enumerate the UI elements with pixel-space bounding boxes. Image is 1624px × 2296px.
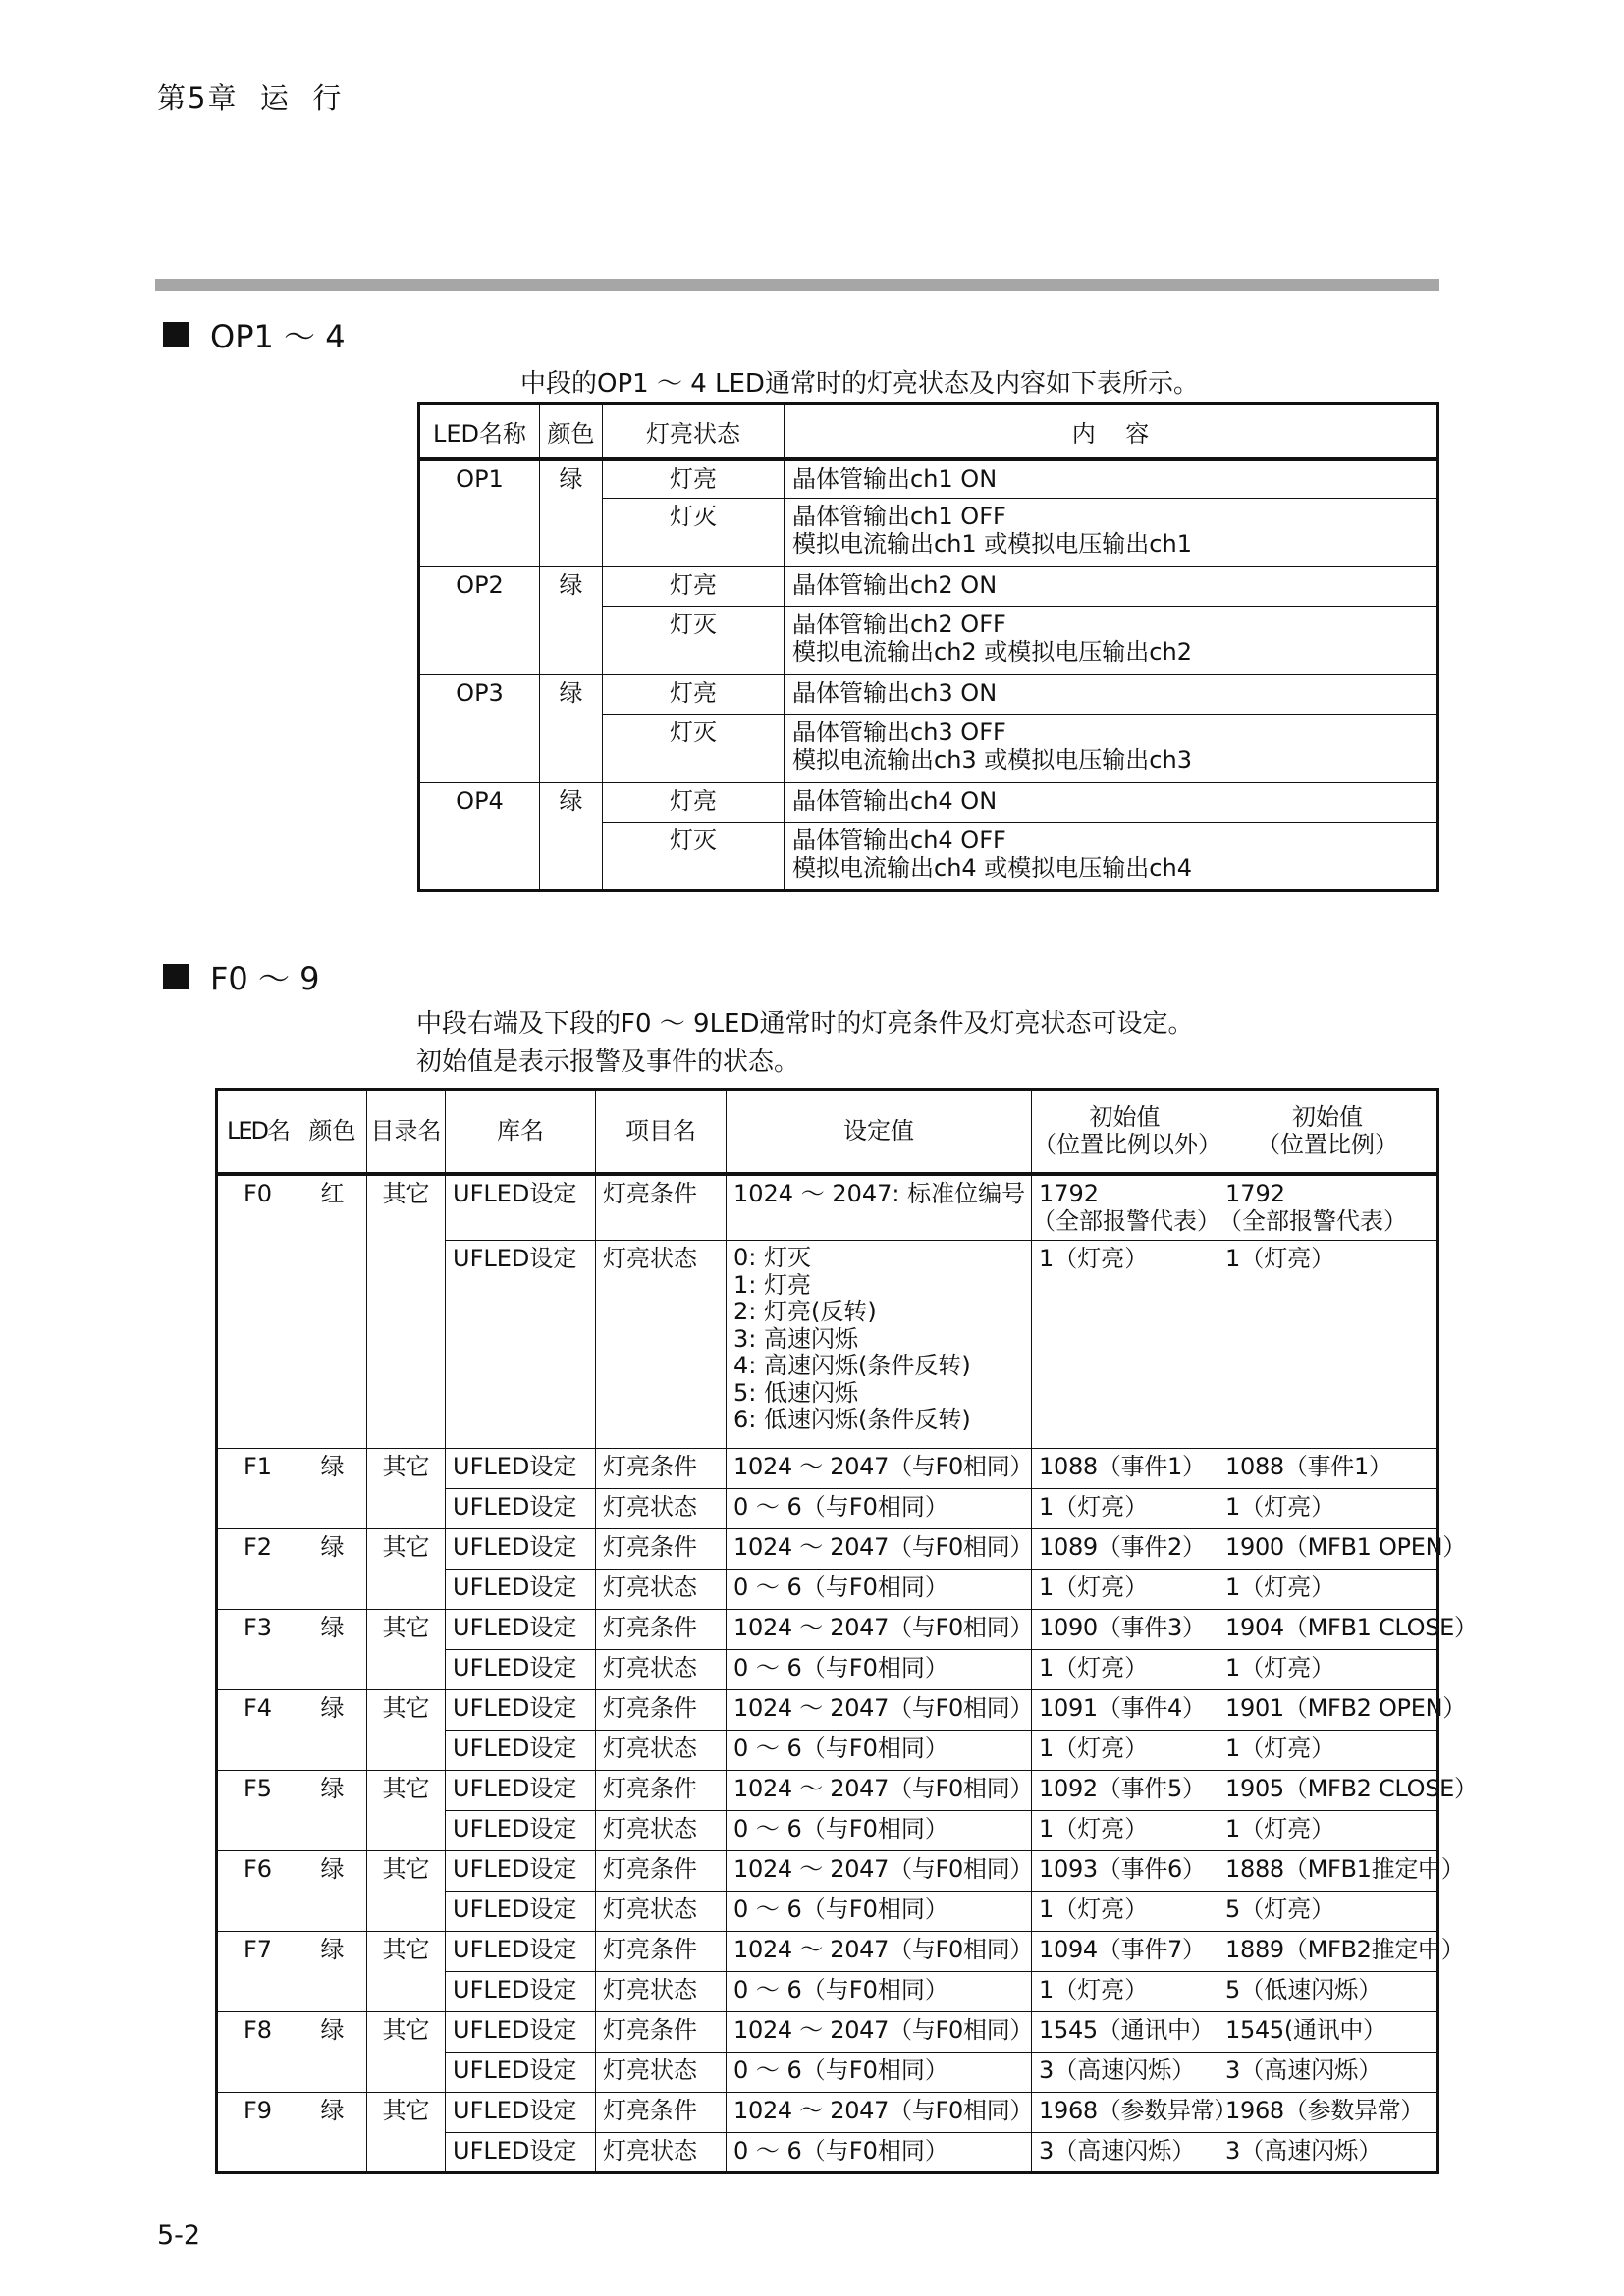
table-row [217, 1771, 1438, 1811]
init2-cell: 1545(通讯中） [1218, 2012, 1438, 2053]
state-cell: 灯灭 [603, 715, 785, 783]
content-line: 晶体管输出ch3 OFF [792, 719, 1006, 746]
color-cell: 绿 [540, 675, 603, 783]
col-header-color: 颜色 [298, 1090, 367, 1174]
item-cell: 灯亮状态 [596, 1650, 727, 1690]
init1-cell: 1（灯亮） [1032, 1489, 1218, 1529]
init2-cell [1218, 1174, 1438, 1241]
state-cell: 灯亮 [603, 783, 785, 823]
item-cell: 灯亮状态 [596, 1892, 727, 1932]
init2-value: 1792 [1225, 1179, 1286, 1207]
col-header-init2-line1: 初始值 [1292, 1103, 1363, 1132]
color-cell: 绿 [298, 1851, 367, 1932]
setting-option: 2: 灯亮(反转) [733, 1298, 877, 1325]
init1-cell: 1094（事件7） [1032, 1932, 1218, 1972]
setting-cell: 0 ～ 6（与F0相同） [727, 1731, 1032, 1771]
bank-cell: UFLED设定 [446, 2053, 596, 2093]
setting-cell: 1024 ～ 2047: 标准位编号 [727, 1174, 1032, 1241]
category-cell: 其它 [367, 1932, 446, 2012]
category-cell: 其它 [367, 1610, 446, 1690]
f-intro-line1: 中段右端及下段的F0 ～ 9LED通常时的灯亮条件及灯亮状态可设定。 [416, 1009, 1194, 1039]
col-header-led-name: LED名称 [419, 404, 540, 459]
col-header-content: 内 容 [785, 404, 1438, 459]
bank-cell: UFLED设定 [446, 1650, 596, 1690]
item-cell: 灯亮状态 [596, 1570, 727, 1610]
item-cell: 灯亮条件 [596, 1690, 727, 1731]
table-row [419, 567, 1438, 607]
setting-cell: 0 ～ 6（与F0相同） [727, 2053, 1032, 2093]
bank-cell: UFLED设定 [446, 1932, 596, 1972]
color-cell: 绿 [298, 1932, 367, 2012]
section-divider [155, 279, 1439, 291]
color-cell: 绿 [540, 783, 603, 891]
state-cell: 灯亮 [603, 567, 785, 607]
item-cell: 灯亮状态 [596, 1489, 727, 1529]
init2-cell: 1905（MFB2 CLOSE） [1218, 1771, 1438, 1811]
color-cell: 红 [298, 1174, 367, 1449]
content-line: 晶体管输出ch2 OFF [792, 611, 1006, 638]
state-cell: 灯亮 [603, 459, 785, 499]
section-title-op [163, 312, 346, 357]
f-intro-line2: 初始值是表示报警及事件的状态。 [416, 1047, 800, 1077]
content-cell: 晶体管输出ch2 ON [785, 567, 1438, 607]
bank-cell: UFLED设定 [446, 1731, 596, 1771]
init2-cell: 1904（MFB1 CLOSE） [1218, 1610, 1438, 1650]
color-cell: 绿 [298, 1771, 367, 1851]
setting-cell: 0 ～ 6（与F0相同） [727, 1811, 1032, 1851]
table-row [217, 2012, 1438, 2053]
init1-cell: 3（高速闪烁） [1032, 2053, 1218, 2093]
init2-cell: 1（灯亮） [1218, 1731, 1438, 1771]
init1-cell: 1（灯亮） [1032, 1650, 1218, 1690]
bank-cell: UFLED设定 [446, 1811, 596, 1851]
item-cell: 灯亮条件 [596, 1174, 727, 1241]
table-header-row [419, 404, 1438, 459]
item-cell: 灯亮条件 [596, 1851, 727, 1892]
init1-cell: 1968（参数异常） [1032, 2093, 1218, 2133]
category-cell: 其它 [367, 2012, 446, 2093]
item-cell: 灯亮条件 [596, 2093, 727, 2133]
setting-option: 4: 高速闪烁(条件反转) [733, 1352, 971, 1379]
init1-cell [1032, 1174, 1218, 1241]
init1-note: （全部报警代表） [1032, 1206, 1220, 1235]
setting-cell: 1024 ～ 2047（与F0相同） [727, 2093, 1032, 2133]
led-cell: F1 [217, 1449, 298, 1529]
init2-cell: 1（灯亮） [1218, 1241, 1438, 1449]
bank-cell: UFLED设定 [446, 1851, 596, 1892]
setting-options-list [727, 1241, 1032, 1449]
table-row [419, 675, 1438, 715]
table-row [217, 1932, 1438, 1972]
col-header-init1-line2: （位置比例以外） [1033, 1131, 1221, 1159]
setting-cell: 1024 ～ 2047（与F0相同） [727, 1932, 1032, 1972]
setting-cell: 0 ～ 6（与F0相同） [727, 2133, 1032, 2173]
square-bullet-icon [163, 964, 189, 989]
led-cell: F5 [217, 1771, 298, 1851]
table-row [217, 1610, 1438, 1650]
bank-cell: UFLED设定 [446, 2133, 596, 2173]
setting-cell: 1024 ～ 2047（与F0相同） [727, 1610, 1032, 1650]
bank-cell: UFLED设定 [446, 1771, 596, 1811]
init2-note: （全部报警代表） [1218, 1206, 1407, 1235]
content-line: 模拟电流输出ch1 或模拟电压输出ch1 [792, 530, 1192, 558]
init2-cell: 1889（MFB2推定中） [1218, 1932, 1438, 1972]
op-intro-text: 中段的OP1 ～ 4 LED通常时的灯亮状态及内容如下表所示。 [520, 369, 1199, 399]
f-led-table [215, 1088, 1478, 2174]
init1-cell: 3（高速闪烁） [1032, 2133, 1218, 2173]
content-cell [785, 607, 1438, 675]
category-cell: 其它 [367, 2093, 446, 2173]
item-cell: 灯亮条件 [596, 1932, 727, 1972]
bank-cell: UFLED设定 [446, 1570, 596, 1610]
state-cell: 灯亮 [603, 675, 785, 715]
led-name-cell: OP3 [419, 675, 540, 783]
content-line: 晶体管输出ch4 OFF [792, 827, 1006, 854]
init1-cell: 1092（事件5） [1032, 1771, 1218, 1811]
led-cell: F6 [217, 1851, 298, 1932]
state-cell: 灯灭 [603, 499, 785, 567]
col-header-state: 灯亮状态 [603, 404, 785, 459]
col-header-color: 颜色 [540, 404, 603, 459]
init2-cell: 3（高速闪烁） [1218, 2133, 1438, 2173]
setting-cell: 1024 ～ 2047（与F0相同） [727, 1449, 1032, 1489]
setting-cell: 0 ～ 6（与F0相同） [727, 1489, 1032, 1529]
col-header-init2 [1218, 1090, 1438, 1174]
init1-cell: 1（灯亮） [1032, 1570, 1218, 1610]
init1-cell: 1088（事件1） [1032, 1449, 1218, 1489]
init1-cell: 1（灯亮） [1032, 1731, 1218, 1771]
page-number: 5-2 [157, 2220, 201, 2251]
col-header-setting: 设定值 [727, 1090, 1032, 1174]
table-row [217, 1449, 1438, 1489]
setting-cell: 1024 ～ 2047（与F0相同） [727, 1851, 1032, 1892]
bank-cell: UFLED设定 [446, 1174, 596, 1241]
category-cell: 其它 [367, 1851, 446, 1932]
item-cell: 灯亮状态 [596, 2133, 727, 2173]
init1-cell: 1（灯亮） [1032, 1811, 1218, 1851]
init1-cell: 1090（事件3） [1032, 1610, 1218, 1650]
content-cell [785, 823, 1438, 891]
content-line: 模拟电流输出ch4 或模拟电压输出ch4 [792, 854, 1192, 881]
init1-cell: 1093（事件6） [1032, 1851, 1218, 1892]
init1-cell: 1089（事件2） [1032, 1529, 1218, 1570]
setting-cell: 1024 ～ 2047（与F0相同） [727, 2012, 1032, 2053]
init2-cell: 1（灯亮） [1218, 1650, 1438, 1690]
init1-cell: 1（灯亮） [1032, 1241, 1218, 1449]
init2-cell: 1968（参数异常） [1218, 2093, 1438, 2133]
category-cell: 其它 [367, 1771, 446, 1851]
color-cell: 绿 [298, 2093, 367, 2173]
table-row [217, 1174, 1438, 1241]
led-cell: F7 [217, 1932, 298, 2012]
setting-option: 3: 高速闪烁 [733, 1324, 858, 1353]
content-cell [785, 715, 1438, 783]
led-name-cell: OP4 [419, 783, 540, 891]
table-row [419, 459, 1438, 499]
bank-cell: UFLED设定 [446, 1489, 596, 1529]
table-row [217, 1690, 1438, 1731]
col-header-category: 目录名 [367, 1090, 446, 1174]
col-header-init2-line2: （位置比例） [1257, 1131, 1398, 1159]
setting-cell: 0 ～ 6（与F0相同） [727, 1892, 1032, 1932]
col-header-item: 项目名 [596, 1090, 727, 1174]
state-cell: 灯灭 [603, 823, 785, 891]
setting-cell: 1024 ～ 2047（与F0相同） [727, 1771, 1032, 1811]
category-cell: 其它 [367, 1529, 446, 1610]
setting-option: 1: 灯亮 [733, 1270, 811, 1299]
bank-cell: UFLED设定 [446, 1610, 596, 1650]
content-line: 模拟电流输出ch3 或模拟电压输出ch3 [792, 746, 1192, 774]
item-cell: 灯亮条件 [596, 1529, 727, 1570]
op-led-table [417, 402, 1439, 892]
content-line: 晶体管输出ch1 OFF [792, 503, 1006, 530]
led-cell: F9 [217, 2093, 298, 2173]
col-header-init1-line1: 初始值 [1089, 1103, 1161, 1132]
square-bullet-icon [163, 322, 189, 347]
init2-cell: 1（灯亮） [1218, 1489, 1438, 1529]
category-cell: 其它 [367, 1690, 446, 1771]
content-line: 模拟电流输出ch2 或模拟电压输出ch2 [792, 638, 1192, 666]
init1-cell: 1（灯亮） [1032, 1892, 1218, 1932]
item-cell: 灯亮状态 [596, 1731, 727, 1771]
state-cell: 灯灭 [603, 607, 785, 675]
color-cell: 绿 [540, 567, 603, 675]
led-cell: F2 [217, 1529, 298, 1610]
item-cell: 灯亮状态 [596, 1972, 727, 2012]
setting-option: 6: 低速闪烁(条件反转) [733, 1406, 971, 1433]
init1-value: 1792 [1039, 1179, 1100, 1207]
init2-cell: 3（高速闪烁） [1218, 2053, 1438, 2093]
led-cell: F3 [217, 1610, 298, 1690]
content-cell: 晶体管输出ch4 ON [785, 783, 1438, 823]
color-cell: 绿 [298, 1529, 367, 1610]
color-cell: 绿 [298, 1690, 367, 1771]
category-cell: 其它 [367, 1174, 446, 1449]
table-row [419, 783, 1438, 823]
section-title-f [163, 954, 319, 999]
table-row [217, 1851, 1438, 1892]
led-cell: F4 [217, 1690, 298, 1771]
table-header-row [217, 1090, 1438, 1174]
led-name-cell: OP2 [419, 567, 540, 675]
init1-cell: 1（灯亮） [1032, 1972, 1218, 2012]
init2-cell: 1088（事件1） [1218, 1449, 1438, 1489]
init2-cell: 1900（MFB1 OPEN） [1218, 1529, 1438, 1570]
section-title-op-text: OP1 ～ 4 [210, 318, 346, 355]
init2-cell: 5（低速闪烁） [1218, 1972, 1438, 2012]
bank-cell: UFLED设定 [446, 1529, 596, 1570]
col-header-init1 [1032, 1090, 1221, 1174]
content-cell: 晶体管输出ch3 ON [785, 675, 1438, 715]
col-header-led: LED名 [217, 1090, 298, 1174]
category-cell: 其它 [367, 1449, 446, 1529]
bank-cell: UFLED设定 [446, 1690, 596, 1731]
content-cell: 晶体管输出ch1 ON [785, 459, 1438, 499]
led-name-cell: OP1 [419, 459, 540, 567]
color-cell: 绿 [540, 459, 603, 567]
bank-cell: UFLED设定 [446, 1892, 596, 1932]
bank-cell: UFLED设定 [446, 2093, 596, 2133]
init2-cell: 1（灯亮） [1218, 1811, 1438, 1851]
init2-cell: 1（灯亮） [1218, 1570, 1438, 1610]
item-cell: 灯亮条件 [596, 1449, 727, 1489]
init1-cell: 1091（事件4） [1032, 1690, 1218, 1731]
init2-cell: 1888（MFB1推定中） [1218, 1851, 1438, 1892]
bank-cell: UFLED设定 [446, 1241, 596, 1449]
setting-cell: 0 ～ 6（与F0相同） [727, 1650, 1032, 1690]
led-cell: F8 [217, 2012, 298, 2093]
setting-option: 5: 低速闪烁 [733, 1378, 858, 1407]
item-cell: 灯亮条件 [596, 2012, 727, 2053]
setting-cell: 0 ～ 6（与F0相同） [727, 1570, 1032, 1610]
item-cell: 灯亮状态 [596, 1811, 727, 1851]
col-header-bank: 库名 [446, 1090, 596, 1174]
bank-cell: UFLED设定 [446, 1449, 596, 1489]
setting-cell: 0 ～ 6（与F0相同） [727, 1972, 1032, 2012]
table-row [217, 1529, 1438, 1570]
item-cell: 灯亮状态 [596, 2053, 727, 2093]
table-row [217, 2093, 1438, 2133]
content-cell [785, 499, 1438, 567]
bank-cell: UFLED设定 [446, 2012, 596, 2053]
item-cell: 灯亮状态 [596, 1241, 727, 1449]
item-cell: 灯亮条件 [596, 1771, 727, 1811]
init2-cell: 1901（MFB2 OPEN） [1218, 1690, 1438, 1731]
section-title-f-text: F0 ～ 9 [210, 960, 320, 997]
chapter-heading: 第5章 运 行 [157, 81, 344, 115]
led-cell: F0 [217, 1174, 298, 1449]
setting-cell: 1024 ～ 2047（与F0相同） [727, 1690, 1032, 1731]
item-cell: 灯亮条件 [596, 1610, 727, 1650]
setting-option: 0: 灯灭 [733, 1244, 811, 1271]
init1-cell: 1545（通讯中） [1032, 2012, 1218, 2053]
color-cell: 绿 [298, 2012, 367, 2093]
setting-cell: 1024 ～ 2047（与F0相同） [727, 1529, 1032, 1570]
init2-cell: 5（灯亮） [1218, 1892, 1438, 1932]
color-cell: 绿 [298, 1449, 367, 1529]
color-cell: 绿 [298, 1610, 367, 1690]
bank-cell: UFLED设定 [446, 1972, 596, 2012]
